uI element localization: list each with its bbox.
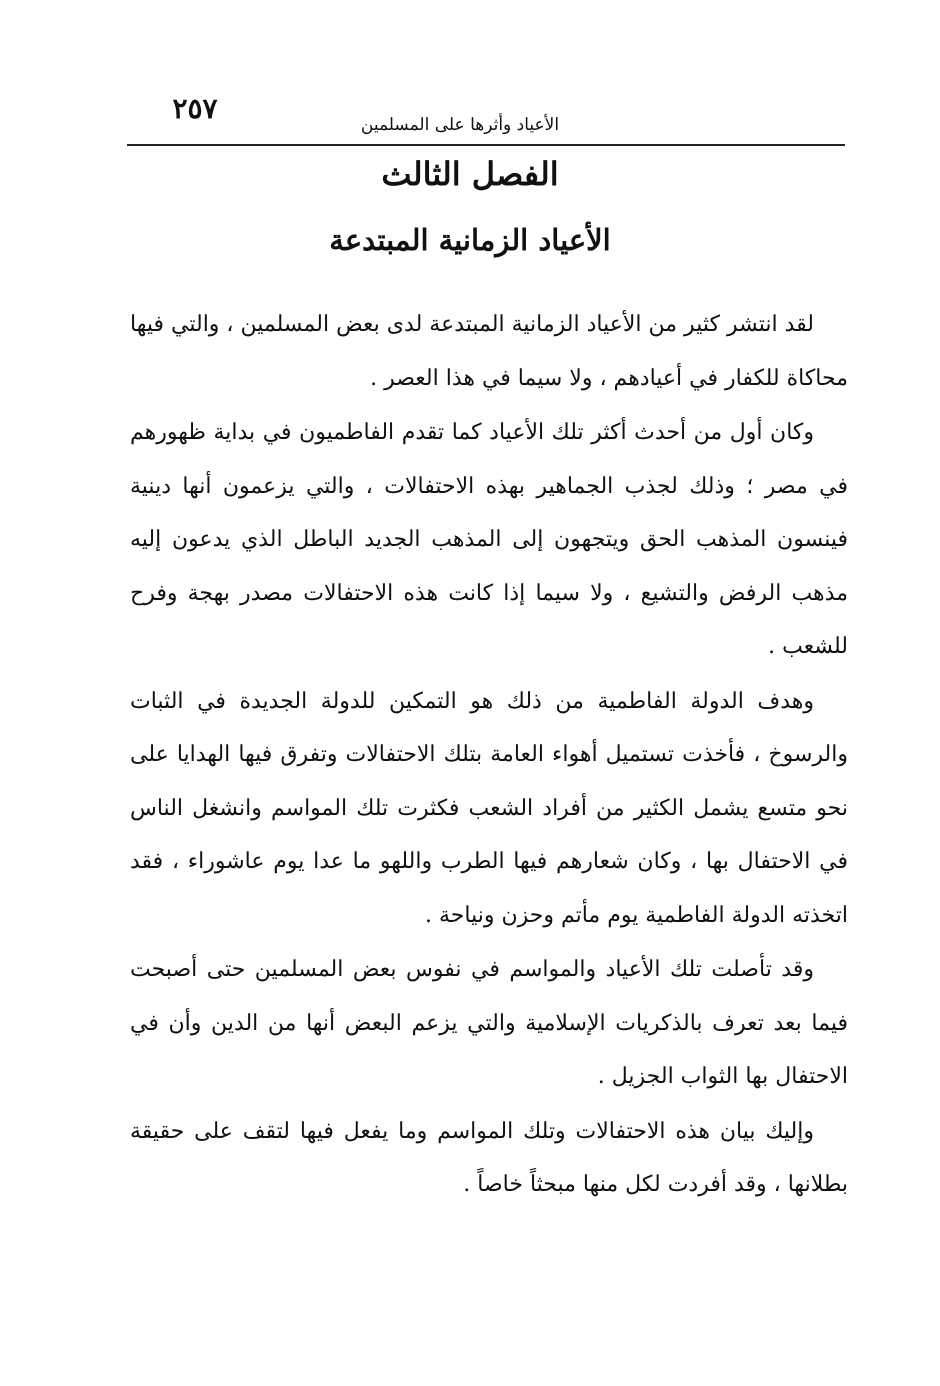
section-title: الأعياد الزمانية المبتدعة — [329, 223, 611, 257]
page-number: ٢٥٧ — [172, 92, 218, 125]
paragraph-2: وكان أول من أحدث أكثر تلك الأعياد كما تقدم الفاطميون في بداية ظهورهم في مصر ؛ وذلك لجذب الجماهير بهذه الاحتفالات ، والتي يزعمون أنها دينية فينسون المذهب الحق ويتجهون إلى المذهب الجديد الباطل الذي يدعون إليه مذهب الرفض والتشيع ، ولا سيما إذا كانت هذه الاحتفالات مصدر بهجة وفرح للشعب . — [130, 420, 848, 659]
paragraph-1: لقد انتشر كثير من الأعياد الزمانية المبتدعة لدى بعض المسلمين ، والتي فيها محاكاة للكفار في أعيادهم ، ولا سيما في هذا العصر . — [130, 312, 848, 391]
paragraph-3: وهدف الدولة الفاطمية من ذلك هو التمكين للدولة الجديدة في الثبات والرسوخ ، فأخذت تستميل أهواء العامة بتلك الاحتفالات وتفرق فيها الهدايا على نحو متسع يشمل الكثير من أفراد الشعب فكثرت تلك المواسم وانشغل الناس في الاحتفال بها ، وكان شعارهم فيها الطرب واللهو ما عدا يوم عاشوراء ، فقد اتخذته الدولة الفاطمية يوم مأتم وحزن ونياحة . — [130, 688, 848, 928]
paragraph-4: وقد تأصلت تلك الأعياد والمواسم في نفوس بعض المسلمين حتى أصبحت فيما بعد تعرف بالذكريات الإسلامية والتي يزعم البعض أنها من الدين وأن في الاحتفال بها الثواب الجزيل . — [130, 957, 848, 1089]
running-title: الأعياد وأثرها على المسلمين — [360, 115, 560, 135]
header-rule — [127, 144, 845, 146]
body-text — [130, 298, 848, 1213]
paragraph-5: وإليك بيان هذه الاحتفالات وتلك المواسم وما يفعل فيها لتقف على حقيقة بطلانها ، وقد أفردت لكل منها مبحثاً خاصاً . — [130, 1118, 848, 1197]
chapter-title: الفصل الثالث — [381, 155, 559, 193]
